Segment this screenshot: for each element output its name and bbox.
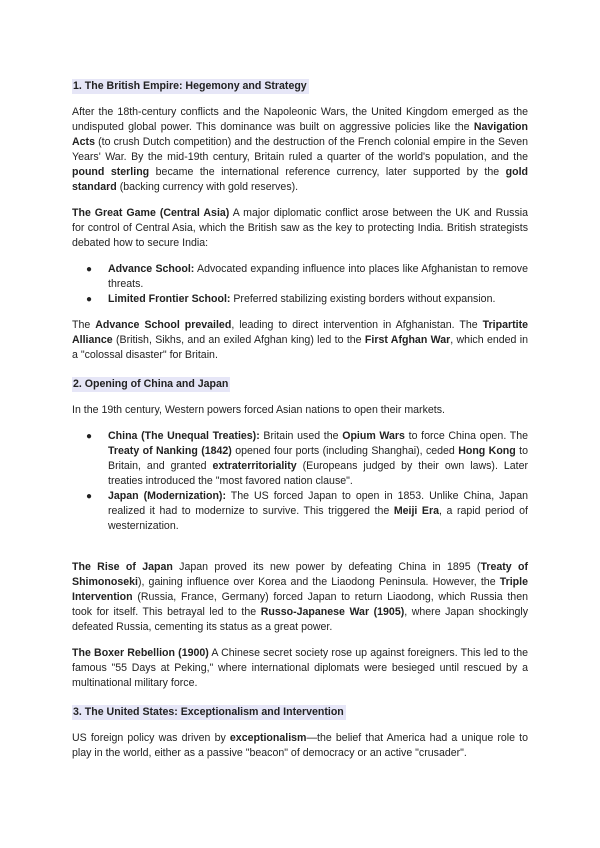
bold-term: Japan (Modernization):: [108, 490, 226, 502]
bold-term: The Rise of Japan: [72, 561, 173, 573]
bold-term: Triple Intervention: [72, 576, 528, 603]
bold-term: pound sterling: [72, 166, 150, 178]
rise-of-japan-paragraph: The Rise of Japan Japan proved its new power by defeating China in 1895 (Treaty of Shimonoseki), gaining influence over Korea and the Liaodong Peninsula. However, the Triple Intervention (Russia, France, Germany) forced Japan to return Liaodong, which Russia then took for itself. This betrayal led to the Russo-Japanese War (1905), where Japan shockingly defeated Russia, cementing its status as a great power.: [72, 561, 529, 633]
bold-term: Navigation Acts: [72, 121, 528, 148]
bullet-icon: ●: [86, 264, 93, 275]
section-3-heading-wrap: [72, 702, 528, 720]
section-2-heading-wrap: [72, 374, 528, 392]
list-item-text: Advance School: Advocated expanding influence into places like Afghanistan to remove threats.: [108, 263, 528, 290]
bold-term: Advance School prevailed: [95, 319, 232, 331]
bold-term: Meiji Era: [393, 505, 440, 517]
bold-term: gold standard: [72, 166, 528, 193]
bold-term: Treaty of Shimonoseki: [72, 561, 528, 588]
list-item-japan: [86, 489, 528, 534]
bold-term: Hong Kong: [458, 445, 516, 457]
bold-term: The Boxer Rebellion (1900): [72, 647, 209, 659]
list-item-limited-frontier-school: [86, 292, 528, 307]
section-1-paragraph-1: After the 18th-century conflicts and the Napoleonic Wars, the United Kingdom emerged as the undisputed global power. This dominance was built on aggressive policies like the Navigation Acts (to crush Dutch competition) and the destruction of the French colonial empire in the Seven Years' War. By the mid-19th century, Britain ruled a quarter of the world's population, and the pound sterling became the international reference currency, later supported by the gold standard (backing currency with gold reserves).: [72, 106, 528, 193]
section-1-heading-wrap: [72, 76, 528, 94]
bold-term: Opium Wars: [342, 430, 405, 442]
list-item-china: [86, 429, 529, 489]
bold-term: Advance School:: [108, 263, 195, 275]
bold-term: The Great Game (Central Asia): [72, 207, 230, 219]
china-japan-list: [72, 429, 528, 534]
bullet-icon: ●: [86, 294, 93, 305]
section-2-intro-paragraph: In the 19th century, Western powers forced Asian nations to open their markets.: [72, 404, 445, 416]
section-3-heading: 3. The United States: Exceptionalism and Intervention: [73, 706, 344, 718]
exceptionalism-paragraph: US foreign policy was driven by exceptionalism—the belief that America had a unique role to play in the world, either as a passive "beacon" of democracy or an active "crusader".: [72, 732, 529, 759]
boxer-rebellion-paragraph: The Boxer Rebellion (1900) A Chinese secret society rose up against foreigners. This led to the famous "55 Days at Peking," where international diplomats were besieged until rescued by a multinational military force.: [72, 647, 528, 689]
advance-school-paragraph: The Advance School prevailed, leading to direct intervention in Afghanistan. The Tripartite Alliance (British, Sikhs, and an exiled Afghan king) led to the First Afghan War, which ended in a "colossal disaster" for Britain.: [72, 319, 528, 361]
bold-term: extraterritoriality: [212, 460, 297, 472]
bullet-icon: ●: [86, 431, 93, 442]
spacer: [72, 545, 528, 560]
section-1-heading: 1. The British Empire: Hegemony and Strategy: [73, 80, 307, 92]
section-2-heading: 2. Opening of China and Japan: [73, 378, 229, 390]
bold-term: First Afghan War: [364, 334, 451, 346]
list-item-advance-school: [86, 262, 528, 292]
document-page: [72, 76, 528, 772]
bold-term: Limited Frontier School:: [108, 293, 231, 305]
bold-term: Russo-Japanese War (1905): [260, 606, 405, 618]
great-game-paragraph: The Great Game (Central Asia) A major diplomatic conflict arose between the UK and Russia for control of Central Asia, which the British saw as the key to protecting India. British strategists debated how to secure India:: [72, 207, 528, 249]
schools-list: [72, 262, 528, 307]
list-item-text: Japan (Modernization): The US forced Japan to open in 1853. Unlike China, Japan realized it had to modernize to survive. This triggered the Meiji Era, a rapid period of westernization.: [108, 490, 528, 532]
bold-term: exceptionalism: [229, 732, 307, 744]
list-item-text: China (The Unequal Treaties): Britain used the Opium Wars to force China open. The Treaty of Nanking (1842) opened four ports (including Shanghai), ceded Hong Kong to Britain, and granted extraterritoriality (Europeans judged by their own laws). Later treaties introduced the "most favored nation clause".: [108, 430, 529, 487]
bold-term: China (The Unequal Treaties):: [108, 430, 260, 442]
bullet-icon: ●: [86, 491, 93, 502]
list-item-text: Limited Frontier School: Preferred stabilizing existing borders without expansion.: [108, 293, 496, 305]
bold-term: Tripartite Alliance: [72, 319, 528, 346]
bold-term: Treaty of Nanking (1842): [108, 445, 232, 457]
